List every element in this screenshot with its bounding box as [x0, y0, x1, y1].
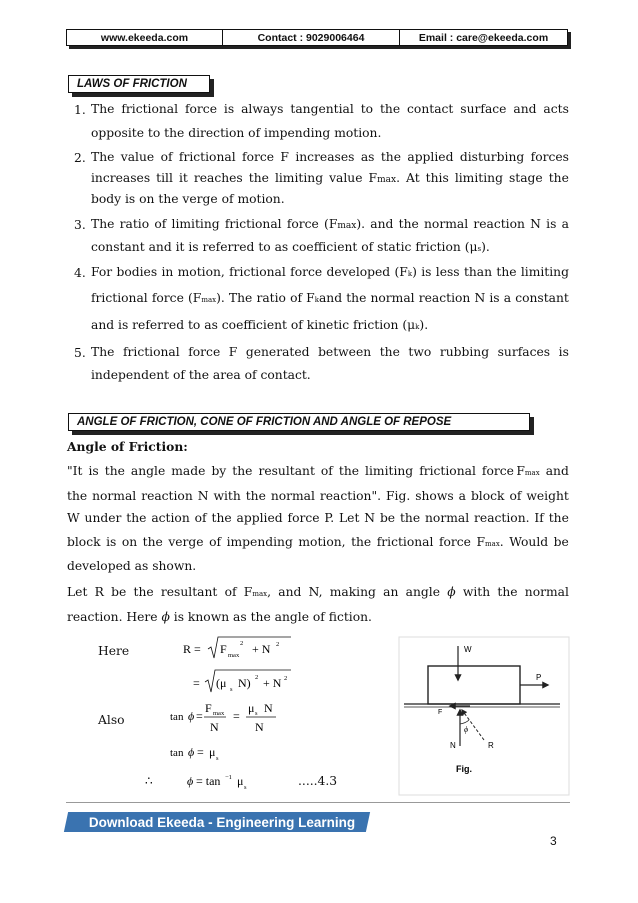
svg-text:F: F: [220, 642, 227, 656]
list-item-line: For bodies in motion, frictional force developed (Fk) is less than the limiting: [91, 265, 569, 279]
equation-4: [168, 742, 248, 762]
list-number: 4.: [74, 266, 86, 280]
svg-text:s: s: [244, 784, 247, 791]
footer-rule: [66, 802, 570, 803]
normal-label: N: [450, 741, 456, 750]
header-website[interactable]: www.ekeeda.com: [67, 30, 223, 45]
figure-caption: Fig.: [456, 764, 472, 774]
svg-text:=: =: [197, 745, 204, 759]
list-item-line: The frictional force F generated between the two rubbing surfaces is: [91, 345, 569, 359]
equation-1: [183, 632, 293, 666]
body-line: reaction. Here ϕ is known as the angle of fiction.: [67, 610, 372, 624]
svg-text:max: max: [213, 710, 225, 717]
svg-text:∴: ∴: [145, 774, 153, 788]
svg-text:s: s: [230, 686, 233, 693]
also-label: Also: [98, 713, 125, 727]
list-item-line: body is on the verge of motion.: [91, 192, 285, 206]
svg-text:μ: μ: [209, 745, 216, 759]
svg-text:−1: −1: [225, 774, 232, 781]
list-item-line: increases till it reaches the limiting value Fmax. At this limiting stage the: [91, 171, 569, 185]
body-line: W under the action of the applied force P. Let N be the normal reaction. If the: [67, 511, 569, 525]
list-item-line: frictional force (Fmax). The ratio of Fkand the normal reaction N is a constant: [91, 291, 569, 305]
svg-text:2: 2: [255, 674, 259, 681]
svg-text:= tan: = tan: [196, 774, 221, 788]
equation-3: [168, 696, 298, 736]
svg-text:=: =: [193, 676, 200, 690]
svg-text:N: N: [264, 701, 273, 715]
list-item-line: The ratio of limiting frictional force (Fmax). and the normal reaction N is a: [91, 217, 569, 231]
svg-text:+ N: + N: [263, 676, 282, 690]
svg-text:N: N: [210, 720, 219, 734]
header-contact: Contact : 9029006464: [223, 30, 400, 45]
body-line: "It is the angle made by the resultant of the limiting frictional force Fmax and: [67, 464, 569, 478]
page-number: 3: [550, 834, 557, 848]
list-item-line: and is referred to as coefficient of kinetic friction (μk).: [91, 318, 429, 332]
body-line: developed as shown.: [67, 559, 197, 573]
section1-title: LAWS OF FRICTION: [68, 75, 210, 93]
list-item-line: The value of frictional force F increases as the applied disturbing forces: [91, 150, 569, 164]
svg-text:ϕ: ϕ: [187, 774, 194, 788]
here-label: Here: [98, 644, 130, 658]
svg-text:s: s: [255, 710, 258, 717]
equation-2: [183, 667, 293, 697]
svg-text:2: 2: [276, 641, 280, 648]
block: [428, 666, 520, 704]
svg-text:N): N): [238, 676, 251, 690]
svg-text:tan: tan: [170, 747, 184, 759]
equation-number: .....4.3: [298, 774, 338, 788]
svg-text:F: F: [205, 701, 212, 715]
section2-title: ANGLE OF FRICTION, CONE OF FRICTION AND ANGLE OF REPOSE: [68, 413, 530, 431]
header-bar: [66, 29, 568, 46]
list-item-line: opposite to the direction of impending motion.: [91, 126, 382, 140]
svg-text:2: 2: [240, 640, 244, 647]
svg-text:max: max: [228, 652, 240, 659]
svg-text:R =: R =: [183, 642, 201, 656]
friction-figure: [398, 636, 570, 796]
svg-text:s: s: [216, 755, 219, 762]
svg-text:ϕ: ϕ: [188, 709, 195, 723]
body-line: block is on the verge of impending motion, the frictional force Fmax. Would be: [67, 535, 569, 549]
svg-text:=: =: [196, 709, 203, 723]
list-number: 5.: [74, 346, 86, 360]
download-banner-text[interactable]: Download Ekeeda - Engineering Learning App: [88, 815, 356, 850]
list-item-line: independent of the area of contact.: [91, 368, 311, 382]
body-line: the normal reaction N with the normal reaction". Fig. shows a block of weight: [67, 489, 569, 503]
svg-text:μ: μ: [248, 701, 255, 715]
svg-text:μ: μ: [237, 774, 244, 788]
phi-label: ϕ: [464, 725, 469, 734]
list-item-line: constant and it is referred to as coefficient of static friction (μs).: [91, 240, 490, 254]
svg-text:ϕ: ϕ: [188, 745, 195, 759]
applied-force-label: P: [536, 673, 542, 682]
list-number: 1.: [74, 103, 86, 117]
equation-5: [145, 770, 265, 792]
svg-text:+ N: + N: [252, 642, 271, 656]
subsection-title: Angle of Friction:: [67, 439, 188, 454]
list-item-line: The frictional force is always tangential to the contact surface and acts: [91, 102, 569, 116]
header-email[interactable]: Email : care@ekeeda.com: [418, 31, 549, 44]
body-line: Let R be the resultant of Fmax, and N, making an angle ϕ with the normal: [67, 585, 569, 599]
svg-text:2: 2: [284, 675, 288, 682]
svg-text:N: N: [255, 720, 264, 734]
weight-label: W: [464, 645, 472, 654]
svg-text:tan: tan: [170, 711, 184, 723]
svg-text:(μ: (μ: [216, 676, 227, 690]
list-number: 2.: [74, 151, 86, 165]
list-number: 3.: [74, 218, 86, 232]
resultant-label: R: [488, 741, 494, 750]
friction-label: F: [438, 709, 443, 716]
svg-text:=: =: [233, 709, 240, 723]
